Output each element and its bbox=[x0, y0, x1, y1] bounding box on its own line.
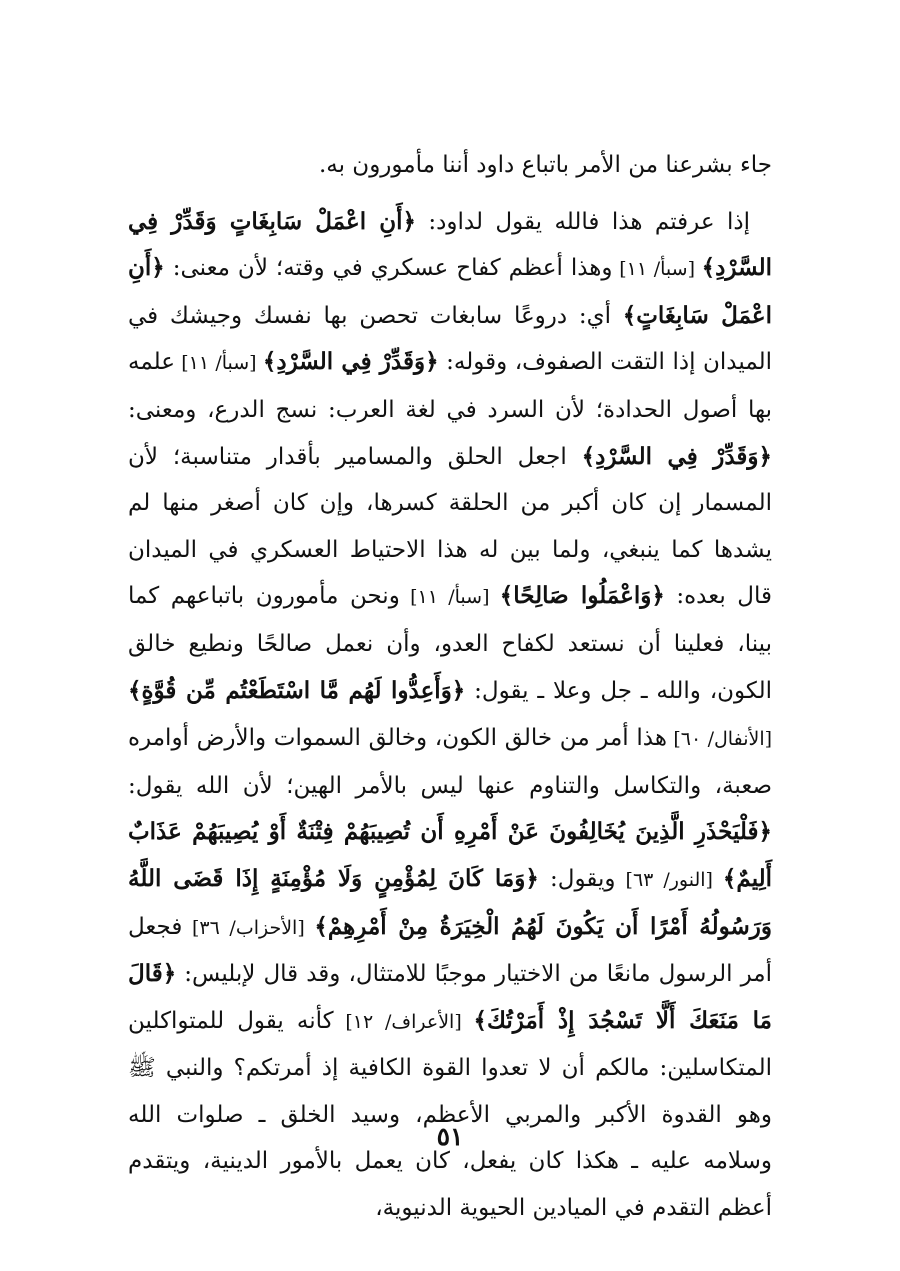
text-segment: وهذا أعظم كفاح عسكري في وقته؛ لأن معنى: bbox=[164, 255, 613, 282]
paragraph-2 bbox=[128, 199, 772, 1232]
text-segment: أي: دروعًا سابغات تحصن بها نفسك وجيشك في الميدان إذا التقت الصفوف، وقوله: bbox=[128, 302, 773, 376]
text-segment: علمه بها أصول الحدادة؛ لأن السرد في لغة العرب: نسج الدرع، ومعنى: bbox=[128, 349, 772, 423]
quran-verse: ﴿فَلْيَحْذَرِ الَّذِينَ يُخَالِفُونَ عَنْ أَمْرِهِ أَن تُصِيبَهُمْ فِتْنَةٌ أَوْ يُصِيبَهُمْ عَذَابٌ أَلِيمٌ﴾ bbox=[128, 818, 773, 892]
text-segment: اجعل الحلق والمسامير بأقدار متناسبة؛ لأن المسمار إن كان أكبر من الحلقة كسرها، وإن كان أصغر منها لم يشدها كما ينبغي، ولما بين له هذا الاحتياط العسكري في الميدان قال بعده: bbox=[128, 443, 773, 610]
verse-reference: [النور/ ٦٣] bbox=[615, 868, 723, 891]
verse-reference: [سبأ/ ١١] bbox=[174, 352, 263, 375]
text-segment: إذا عرفتم هذا فالله يقول لداود: bbox=[415, 208, 750, 235]
verse-reference: [سبأ/ ١١] bbox=[399, 586, 500, 609]
page-number: ٥١ bbox=[436, 1122, 464, 1151]
quran-verse: ﴿وَمَا كَانَ لِمُؤْمِنٍ وَلَا مُؤْمِنَةٍ إِذَا قَضَى اللَّهُ وَرَسُولُهُ أَمْرًا أَن يَكُونَ لَهُمُ الْخِيَرَةُ مِنْ أَمْرِهِمْ﴾ bbox=[128, 864, 773, 940]
quran-verse: ﴿وَقَدِّرْ فِي السَّرْدِ﴾ bbox=[581, 442, 772, 470]
text-segment: ونحن مأمورون باتباعهم كما بينا، فعلينا أن نستعد لكفاح العدو، وأن نعمل صالحًا ونطيع خالق الكون، والله ـ جل وعلا ـ يقول: bbox=[128, 583, 773, 704]
quran-verse: ﴿وَاعْمَلُوا صَالِحًا﴾ bbox=[499, 582, 665, 610]
quran-verse: ﴿أَنِ اعْمَلْ سَابِغَاتٍ﴾ bbox=[128, 254, 772, 329]
text-segment: ويقول: bbox=[538, 865, 616, 892]
quran-verse: ﴿وَأَعِدُّوا لَهُم مَّا اسْتَطَعْتُم مِّن قُوَّةٍ﴾ bbox=[128, 676, 466, 704]
body-text bbox=[128, 142, 772, 1232]
verse-reference: [الأعراف/ ١٢] bbox=[333, 1010, 474, 1033]
quran-verse: ﴿وَقَدِّرْ فِي السَّرْدِ﴾ bbox=[262, 348, 439, 376]
verse-reference: [الأحزاب/ ٣٦] bbox=[182, 916, 315, 939]
quran-verse: ﴿قَالَ مَا مَنَعَكَ أَلَّا تَسْجُدَ إِذْ أَمَرْتُكَ﴾ bbox=[128, 960, 772, 1034]
verse-reference: [سبأ/ ١١] bbox=[612, 258, 702, 281]
paragraph-1 bbox=[128, 142, 772, 189]
text-segment: كأنه يقول للمتواكلين المتكاسلين: مالكم أن لا تعدوا القوة الكافية إذ أمرتكم؟ والنبي ﷺ وهو القدوة الأكبر والمربي الأعظم، وسيد الخلق ـ صلوات الله وسلامه عليه ـ هكذا كان يفعل، كان يعمل بالأمور الدينية، ويتقدم أعظم التقدم في الميادين الحيوية الدنيوية، bbox=[128, 1007, 772, 1222]
text-segment: فجعل أمر الرسول مانعًا من الاختيار موجبًا للامتثال، وقد قال لإبليس: bbox=[128, 913, 772, 988]
quran-verse: ﴿أَنِ اعْمَلْ سَابِغَاتٍ وَقَدِّرْ فِي السَّرْدِ﴾ bbox=[128, 207, 772, 282]
text-segment: جاء بشرعنا من الأمر باتباع داود أننا مأمورون به. bbox=[318, 152, 772, 178]
text-segment: هذا أمر من خالق الكون، وخالق السموات والأرض أوامره صعبة، والتكاسل والتناوم عنها ليس بالأمر الهين؛ لأن الله يقول: bbox=[128, 725, 772, 799]
verse-reference: [الأنفال/ ٦٠] bbox=[666, 728, 773, 751]
